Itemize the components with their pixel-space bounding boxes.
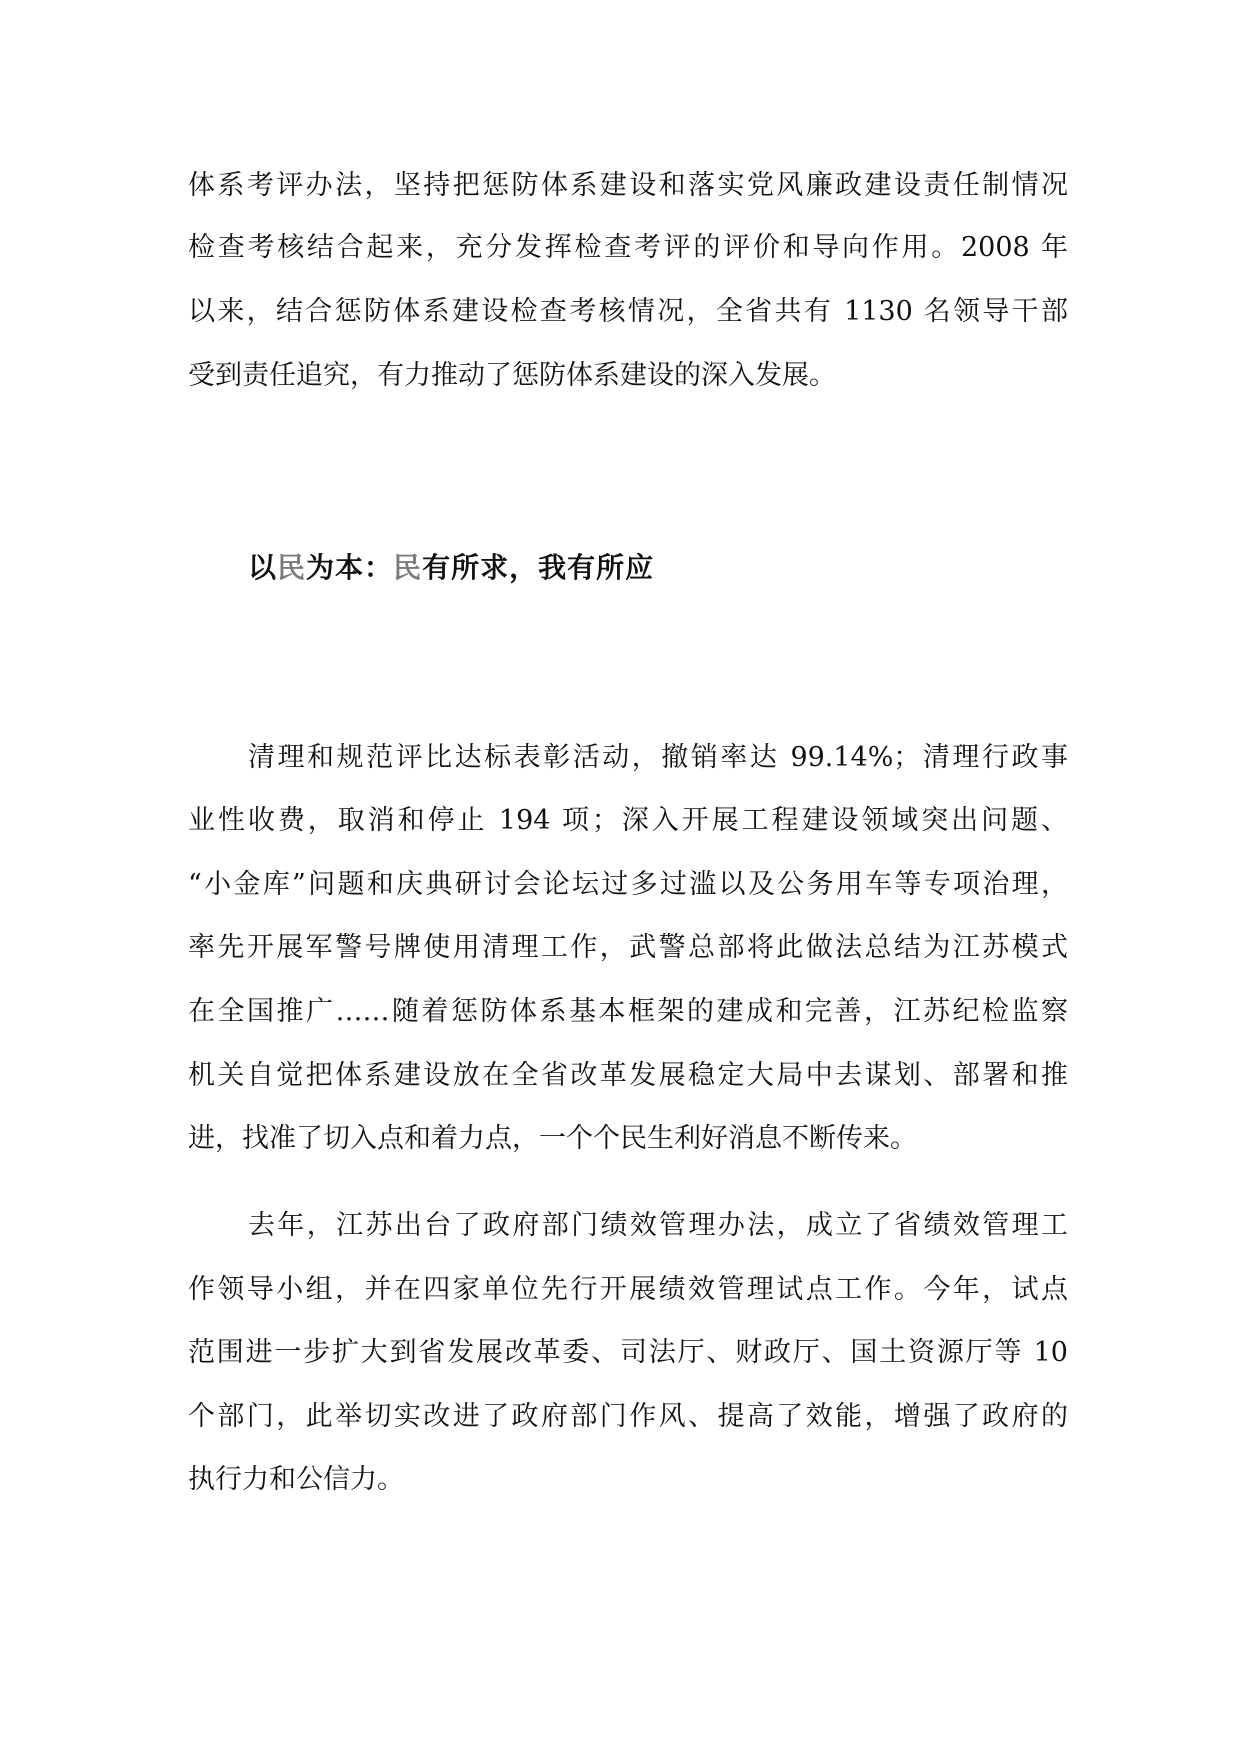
paragraph-3-line-2: 作领导小组，并在四家单位先行开展绩效管理试点工作。今年，试点 <box>188 1274 1068 1305</box>
heading-part-2: 民 <box>277 551 307 584</box>
heading-part-1: 以 <box>248 551 278 584</box>
paragraph-2-line-3: “小金库”问题和庆典研讨会论坛过多过滥以及公务用车等专项治理， <box>188 869 1068 900</box>
paragraph-1-line-4: 受到责任追究，有力推动了惩防体系建设的深入发展。 <box>188 360 836 391</box>
section-heading <box>248 550 654 586</box>
paragraph-1-line-1: 体系考评办法，坚持把惩防体系建设和落实党风廉政建设责任制情况 <box>188 170 1068 201</box>
paragraph-3-line-3: 范围进一步扩大到省发展改革委、司法厅、财政厅、国土资源厅等 10 <box>188 1337 1068 1368</box>
paragraph-2-line-5: 在全国推广……随着惩防体系基本框架的建成和完善，江苏纪检监察 <box>188 996 1068 1027</box>
paragraph-2-line-6: 机关自觉把体系建设放在全省改革发展稳定大局中去谋划、部署和推 <box>188 1060 1068 1091</box>
paragraph-1-line-2: 检查考核结合起来，充分发挥检查考评的评价和导向作用。2008 年 <box>188 232 1068 263</box>
heading-part-4: 民 <box>393 551 423 584</box>
heading-part-5: 有所求，我有所应 <box>422 551 655 584</box>
heading-part-3: 为本： <box>306 551 394 584</box>
paragraph-3-line-5: 执行力和公信力。 <box>188 1464 404 1495</box>
paragraph-3-line-1: 去年，江苏出台了政府部门绩效管理办法，成立了省绩效管理工 <box>248 1210 1068 1241</box>
paragraph-2-line-1: 清理和规范评比达标表彰活动，撤销率达 99.14%；清理行政事 <box>248 742 1068 773</box>
paragraph-3-line-4: 个部门，此举切实改进了政府部门作风、提高了效能，增强了政府的 <box>188 1401 1068 1432</box>
paragraph-2-line-2: 业性收费，取消和停止 194 项；深入开展工程建设领域突出问题、 <box>188 805 1068 836</box>
paragraph-2-line-7: 进，找准了切入点和着力点，一个个民生利好消息不断传来。 <box>188 1123 917 1154</box>
paragraph-2-line-4: 率先开展军警号牌使用清理工作，武警总部将此做法总结为江苏模式 <box>188 932 1068 963</box>
paragraph-1-line-3: 以来，结合惩防体系建设检查考核情况，全省共有 1130 名领导干部 <box>188 296 1068 327</box>
